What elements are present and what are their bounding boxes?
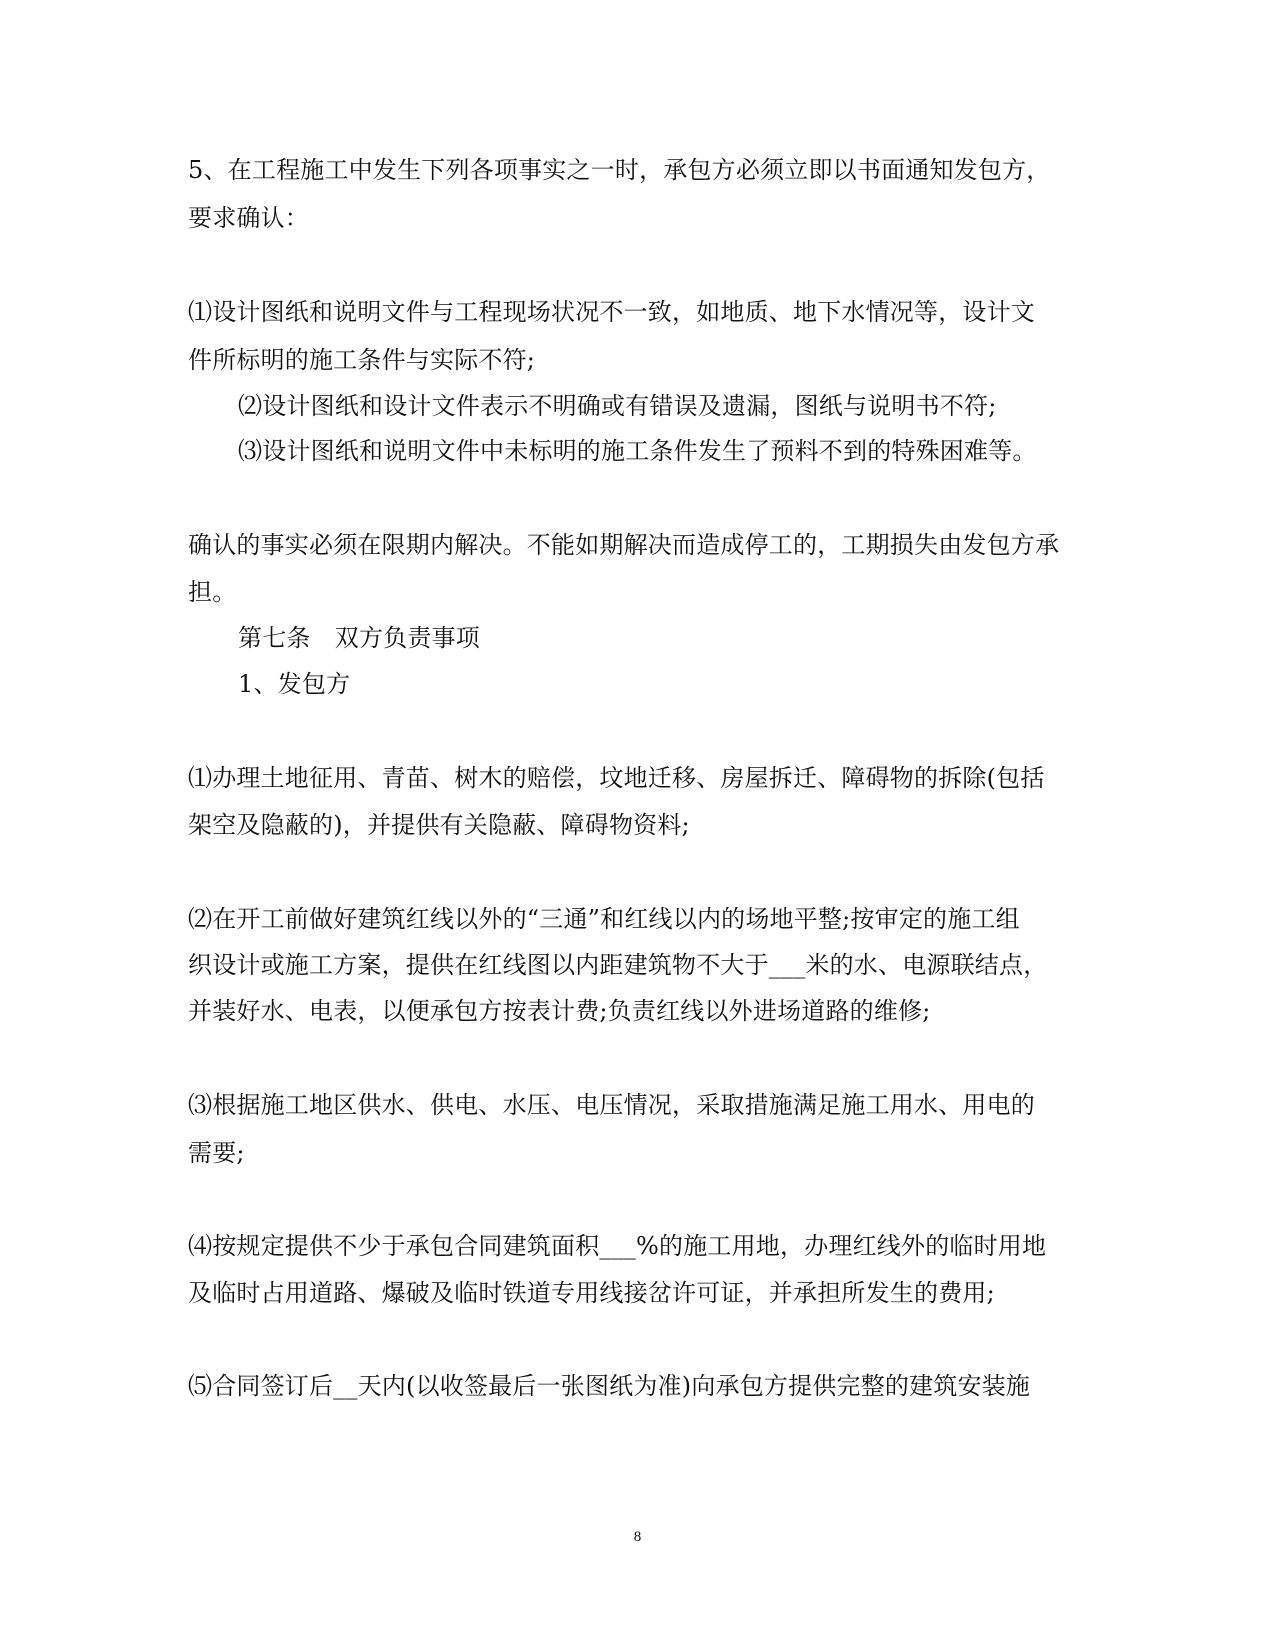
subsection-heading: 1、发包方 <box>238 670 351 698</box>
text-line: 确认的事实必须在限期内解决。不能如期解决而造成停工的，工期损失由发包方承 <box>188 531 1060 559</box>
text-line: 并装好水、电表，以便承包方按表计费;负责红线以外进场道路的维修; <box>188 997 931 1025</box>
page-number: 8 <box>633 1529 642 1545</box>
text-line: ⑷按规定提供不少于承包合同建筑面积___%的施工用地，办理红线外的临时用地 <box>188 1232 1047 1260</box>
text-line: 织设计或施工方案，提供在红线图以内距建筑物不大于___米的水、电源联结点， <box>188 951 1048 979</box>
text-line: ⑶根据施工地区供水、供电、水压、电压情况，采取措施满足施工用水、用电的 <box>188 1091 1035 1119</box>
text-line: ⑴设计图纸和说明文件与工程现场状况不一致，如地质、地下水情况等，设计文 <box>188 298 1035 326</box>
text-line: 架空及隐蔽的)，并提供有关隐蔽、障碍物资料; <box>188 811 690 839</box>
text-line: ⑵在开工前做好建筑红线以外的“三通”和红线以内的场地平整;按审定的施工组 <box>188 905 1020 933</box>
text-line: ⑶设计图纸和说明文件中未标明的施工条件发生了预料不到的特殊困难等。 <box>238 437 1037 465</box>
section-heading: 第七条 双方负责事项 <box>238 624 480 652</box>
text-line: 需要; <box>188 1139 245 1167</box>
text-line: ⑵设计图纸和设计文件表示不明确或有错误及遗漏，图纸与说明书不符; <box>238 392 997 420</box>
text-line: ⑸合同签订后__天内(以收签最后一张图纸为准)向承包方提供完整的建筑安装施 <box>188 1372 1031 1400</box>
text-line: 及临时占用道路、爆破及临时铁道专用线接岔许可证，并承担所发生的费用; <box>188 1279 995 1307</box>
text-line: 要求确认： <box>188 204 309 232</box>
text-line: 5、在工程施工中发生下列各项事实之一时，承包方必须立即以书面通知发包方， <box>188 156 1051 184</box>
text-line: ⑴办理土地征用、青苗、树木的赔偿，坟地迁移、房屋拆迁、障碍物的拆除(包括 <box>188 764 1045 792</box>
text-line: 担。 <box>188 578 237 606</box>
text-line: 件所标明的施工条件与实际不符; <box>188 346 536 374</box>
